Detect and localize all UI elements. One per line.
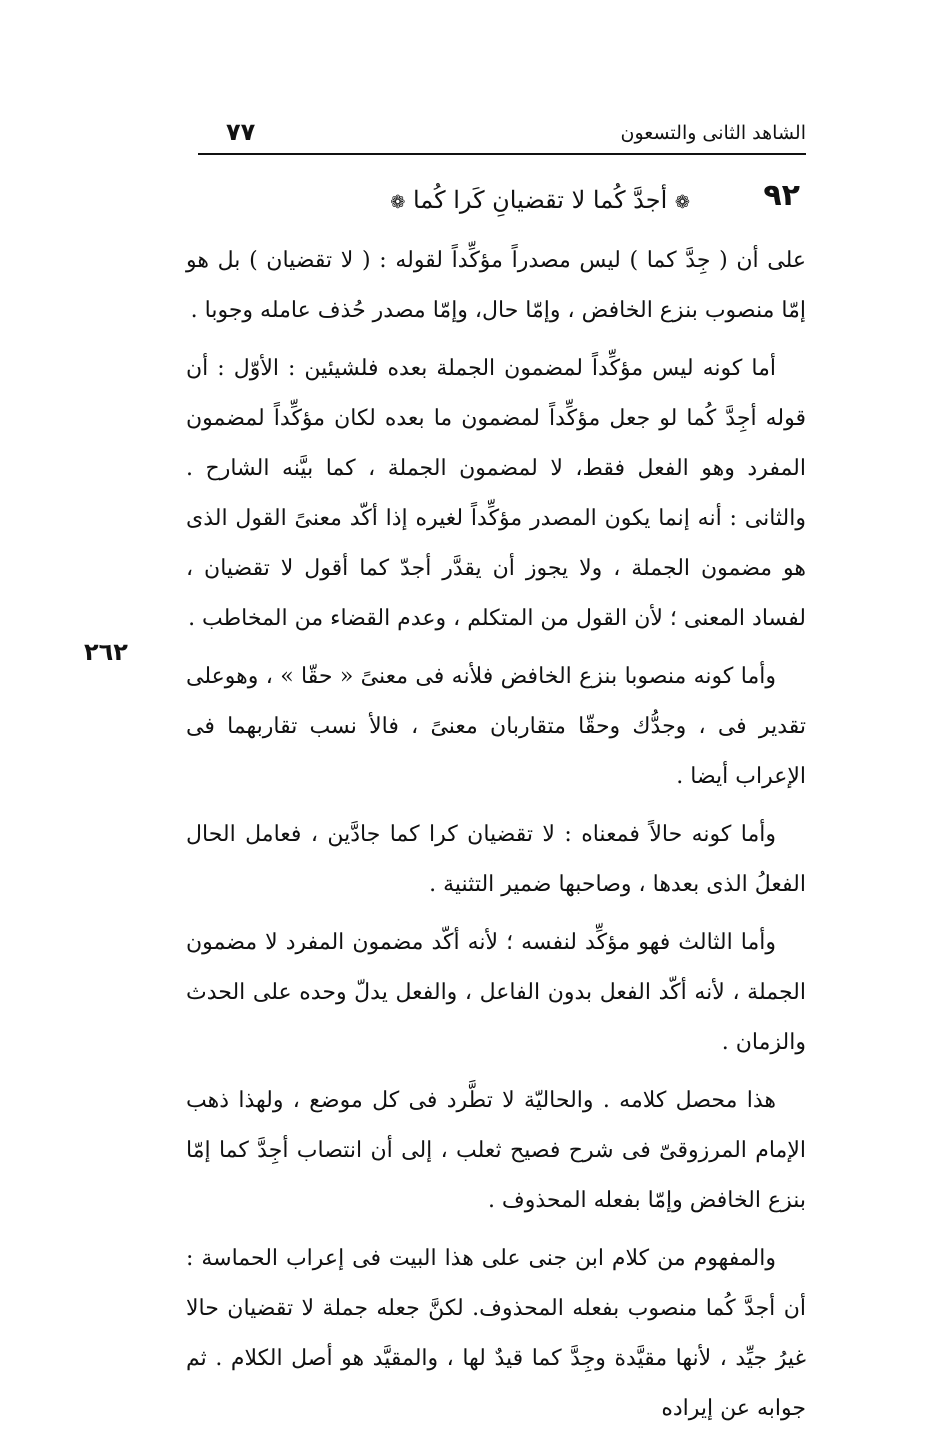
paragraph: وأما كونه حالاً فمعناه : لا تقضيان كرا كما جادَّين ، فعامل الحال الفعلُ الذى بعدها ، وصاحبها ضمير التثنية .: [186, 822, 806, 897]
body-text: [186, 236, 806, 1442]
paragraph: على أن ( جِدَّ كما ) ليس مصدراً مؤكِّداً لقوله : ( لا تقضيان ) بل هو إمّا منصوب بنزع الخافض ، وإمّا حال، وإمّا مصدر حُذف عامله وجوبا .: [186, 248, 806, 323]
verse-text: أجدَّ كُما لا تقضيانِ كَرا كُما: [412, 186, 668, 214]
header-rule: [198, 153, 806, 155]
header-title: الشاهد الثانى والتسعون: [620, 122, 806, 144]
paragraph: أما كونه ليس مؤكِّداً لمضمون الجملة بعده فلشيئين : الأوّل : أن قوله أجِدَّ كُما لو جعل مؤكِّداً لمضمون ما بعده لكان مؤكِّداً لمضمون المفرد وهو الفعل فقط، لا لمضمون الجملة ، كما بيَّنه الشارح . والثانى : أنه إنما يكون المصدر مؤكِّداً لغيره إذا أكّد معنىً القول الذى هو مضمون الجملة ، ولا يجوز أن يقدَّر أجدّ كما أقول لا تقضيان ، لفساد المعنى ؛ لأن القول من المتكلم ، وعدم القضاء من المخاطب .: [186, 356, 806, 631]
ornament-right-icon: ❁: [674, 192, 690, 213]
verse-line: [390, 186, 690, 214]
paragraph: وأما كونه منصوبا بنزع الخافض فلأنه فى معنىً « حقّا » ، وهوعلى تقدير فى ، وجدُّك وحقّا متقاربان معنىً ، فالأ نسب تقاربهما فى الإعراب أيضا .: [186, 664, 806, 789]
ornament-left-icon: ❁: [390, 192, 406, 213]
running-header: [198, 118, 806, 156]
margin-reference-number: ٢٦٢: [84, 638, 128, 666]
entry-number: ٩٢: [763, 178, 800, 213]
paragraph: وأما الثالث فهو مؤكِّد لنفسه ؛ لأنه أكّد مضمون المفرد لا مضمون الجملة ، لأنه أكّد الفعل بدون الفاعل ، والفعل يدلّ وحده على الحدث والزمان .: [186, 930, 806, 1055]
entry-heading: [300, 178, 800, 230]
page-number: ٧٧: [226, 118, 256, 146]
paragraph: هذا محصل كلامه . والحاليّة لا تطَّرد فى كل موضع ، ولهذا ذهب الإمام المرزوقىّ فى شرح فصيح ثعلب ، إلى أن انتصاب أجِدَّ كما إمّا بنزع الخافض وإمّا بفعله المحذوف .: [186, 1088, 806, 1213]
paragraph: والمفهوم من كلام ابن جنى على هذا البيت فى إعراب الحماسة : أن أجدَّ كُما منصوب بفعله المحذوف. لكنَّ جعله جملة لا تقضيان حالا غيرُ جيِّد ، لأنها مقيَّدة وجِدَّ كما قيدٌ لها ، والمقيَّد هو أصل الكلام . ثم جوابه عن إيراده: [186, 1246, 806, 1421]
